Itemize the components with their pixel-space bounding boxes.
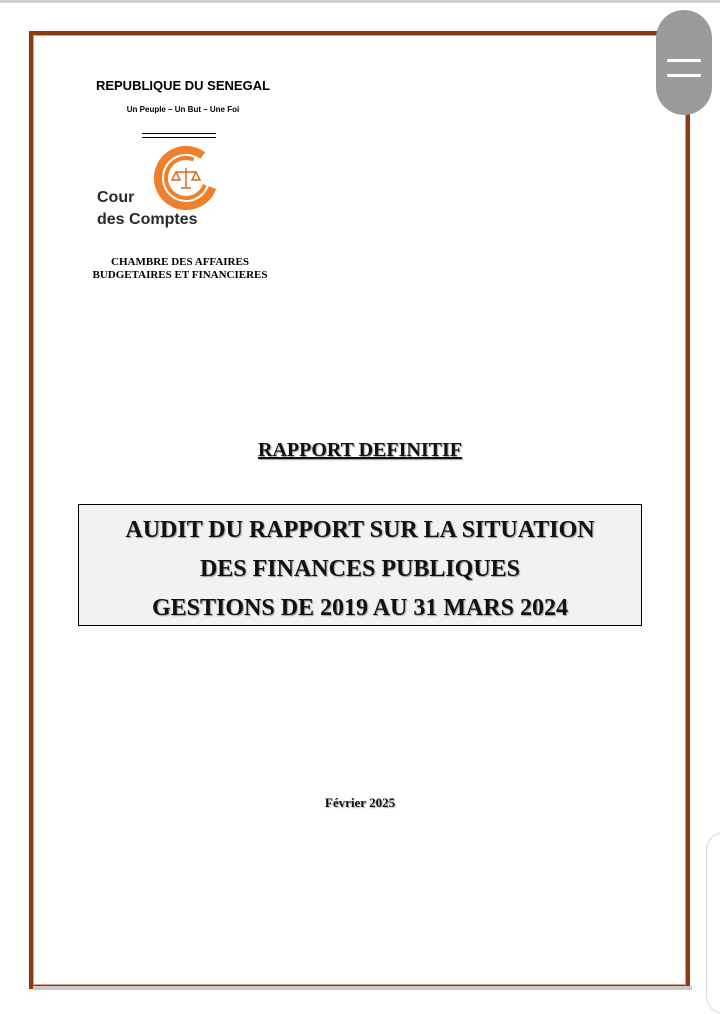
chamber-line-2: BUDGETAIRES ET FINANCIERES bbox=[92, 269, 268, 281]
logo-text-des-comptes: des Comptes bbox=[97, 211, 198, 228]
national-motto: Un Peuple – Un But – Une Foi bbox=[126, 105, 240, 114]
report-type-heading: RAPPORT DEFINITIF bbox=[258, 439, 462, 461]
top-edge-line bbox=[0, 0, 720, 3]
logo-text-cour: Cour bbox=[97, 189, 135, 206]
cour-des-comptes-logo bbox=[92, 146, 252, 234]
page-shadow bbox=[33, 986, 692, 990]
chamber-name bbox=[70, 256, 290, 282]
report-title-line-3: GESTIONS DE 2019 AU 31 MARS 2024 bbox=[151, 595, 569, 621]
report-title-line-1: AUDIT DU RAPPORT SUR LA SITUATION bbox=[125, 517, 595, 543]
menu-button[interactable] bbox=[656, 10, 712, 115]
report-date: Février 2025 bbox=[324, 795, 396, 810]
country-name: REPUBLIQUE DU SENEGAL bbox=[95, 78, 271, 93]
scroll-edge-decoration bbox=[706, 832, 720, 1014]
report-title-box bbox=[78, 504, 642, 626]
report-title-line-2: DES FINANCES PUBLIQUES bbox=[199, 556, 521, 582]
separator-line bbox=[142, 133, 216, 134]
separator-line bbox=[142, 137, 216, 138]
chamber-line-1: CHAMBRE DES AFFAIRES bbox=[111, 256, 249, 268]
